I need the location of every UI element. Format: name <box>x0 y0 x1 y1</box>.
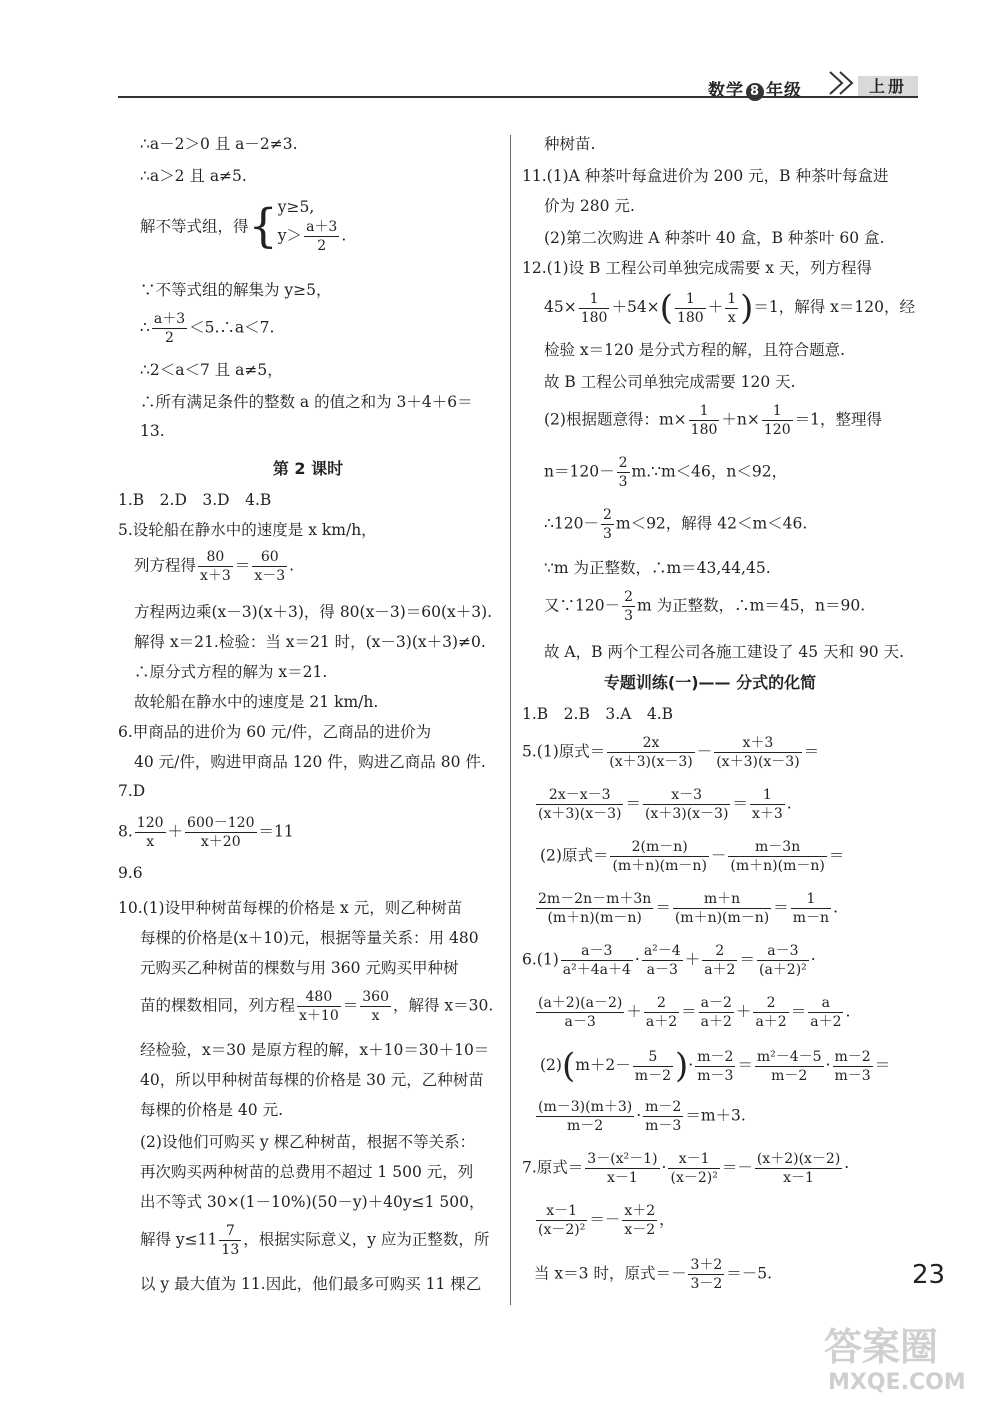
fraction <box>688 1256 724 1293</box>
watermark-logo: 答案圈 <box>824 1325 939 1369</box>
fraction <box>808 994 843 1031</box>
denominator: 180 <box>580 309 608 326</box>
left-paren: ( <box>561 1046 576 1086</box>
numerator: x＋3 <box>714 734 801 753</box>
fraction <box>579 290 610 327</box>
text: ＝－5. <box>726 1264 773 1283</box>
denominator: x＋20 <box>200 834 241 850</box>
q12-line-3: 检验 x＝120 是分式方程的解，且符合题意. <box>544 341 846 359</box>
denominator: a＋2 <box>810 1014 842 1030</box>
text: ＝ <box>655 898 671 917</box>
q10-line-1: 10.(1)设甲种树苗每棵的价格是 x 元，则乙种树苗 <box>118 899 463 917</box>
denominator: (m＋n)(m－n) <box>612 858 707 874</box>
q11-line-2: 价为 280 元. <box>544 197 635 215</box>
fraction <box>791 890 831 927</box>
denominator: m－n <box>792 910 830 926</box>
q12-line-5 <box>544 402 882 439</box>
denominator: 3 <box>602 526 612 542</box>
text: ＝1，解得 x＝120，经 <box>753 298 915 316</box>
numerator: 80 <box>198 548 233 567</box>
numerator: 2x <box>607 734 694 753</box>
q10-line-9: 再次购买两种树苗的总费用不超过 1 500 元，列 <box>140 1163 474 1181</box>
q5-equation <box>134 548 294 585</box>
denominator: a＋2 <box>755 1014 787 1030</box>
fraction <box>622 588 635 625</box>
q12-line-8: ∵m 为正整数，∴m＝43,44,45. <box>544 559 771 577</box>
q11-line-1: 11.(1)A 种茶叶每盒进价为 200 元，B 种茶叶每盒进 <box>522 167 889 185</box>
fraction <box>152 310 187 347</box>
left-line-4: ∵不等式组的解集为 y≥5， <box>140 281 332 299</box>
fraction <box>755 1150 842 1187</box>
text: m 为正整数，∴m＝45，n＝90. <box>637 596 866 615</box>
text: · <box>844 1158 850 1177</box>
fraction <box>219 1222 241 1259</box>
text: . <box>786 794 792 813</box>
denominator: (m＋n)(m－n) <box>674 910 770 926</box>
text: 列方程得 <box>134 556 197 575</box>
numerator: 5 <box>633 1048 673 1067</box>
text: n＝120－ <box>544 462 615 481</box>
text: ＝ <box>342 996 359 1015</box>
text: ，解得 x＝30. <box>392 996 494 1015</box>
text: ＋ <box>735 1002 752 1021</box>
left-line-2: ∴a＞2 且 a≠5. <box>140 167 247 185</box>
numerator: m－2 <box>697 1048 734 1065</box>
t7-line-2 <box>534 1202 675 1239</box>
text: ＝ <box>874 1056 891 1074</box>
text: 5.(1)原式＝ <box>522 742 606 761</box>
denominator: m－3 <box>697 1067 734 1084</box>
denominator: 180 <box>690 422 718 438</box>
left-line-6: ∴2＜a＜7 且 a≠5， <box>140 361 283 379</box>
left-line-5 <box>140 310 274 347</box>
t6-line-3 <box>540 1046 890 1086</box>
denominator: m－3 <box>834 1067 871 1084</box>
numerator: m－2 <box>645 1099 682 1115</box>
numerator: 2 <box>602 507 612 523</box>
numerator: 2 <box>753 994 788 1013</box>
fraction <box>622 1202 657 1239</box>
fraction <box>725 290 738 327</box>
volume-label: 上册 <box>858 76 918 98</box>
numerator: m－2 <box>834 1048 871 1065</box>
text: 解得 y≤11 <box>140 1230 218 1249</box>
q10-line-12: 以 y 最大值为 11.因此，他们最多可购买 11 棵乙 <box>140 1275 482 1293</box>
brace-glyph: { <box>248 198 278 253</box>
fraction <box>252 548 287 585</box>
fraction <box>644 994 679 1031</box>
numerator: x＋2 <box>624 1203 656 1219</box>
text: 苗的棵数相同，列方程 <box>140 996 296 1015</box>
q12-line-9 <box>544 588 865 625</box>
text: ∴ <box>140 318 150 337</box>
denominator: 13 <box>221 1242 240 1258</box>
q5-line-4: 解得 x＝21.检验：当 x＝21 时，(x－3)(x＋3)≠0. <box>134 633 486 651</box>
t5-line-2 <box>534 786 792 823</box>
section-heading-lesson-2: 第 2 课时 <box>272 459 344 478</box>
text: ＋n× <box>721 410 760 429</box>
denominator: x <box>727 309 736 326</box>
fraction <box>689 402 720 439</box>
denominator: 2 <box>317 238 327 254</box>
denominator: x－1 <box>783 1170 814 1186</box>
text: ＝ <box>737 1056 753 1074</box>
text: (2)根据题意得：m× <box>544 410 687 429</box>
denominator: (x＋3)(x－3) <box>609 754 693 770</box>
numerator: 1 <box>791 890 831 909</box>
numerator: m²－4－5 <box>756 1048 822 1065</box>
denominator: a＋2 <box>700 1014 732 1030</box>
text: ＝ <box>803 742 820 761</box>
fraction <box>642 942 683 979</box>
q5-line-3: 方程两边乘(x－3)(x＋3)，得 80(x－3)＝60(x＋3). <box>134 603 493 621</box>
text: ＝11 <box>258 822 294 841</box>
fraction <box>135 814 166 851</box>
denominator: a²＋4a＋4 <box>562 962 631 978</box>
q12-line-7 <box>544 506 807 543</box>
t5-line-4 <box>534 890 838 927</box>
text: y＞ <box>277 226 303 245</box>
q5-line-6: 故轮船在静水中的速度是 21 km/h. <box>134 693 379 711</box>
numerator: a＋3 <box>153 311 186 327</box>
fraction <box>714 734 801 771</box>
denominator: (a＋2)² <box>758 962 807 978</box>
numerator: a－3 <box>757 942 809 961</box>
fraction <box>610 838 708 875</box>
text: 8. <box>118 822 133 841</box>
text: m＋2－ <box>575 1056 631 1074</box>
text: ＋ <box>707 298 724 316</box>
fraction <box>643 786 730 823</box>
text: 45× <box>544 298 577 316</box>
text: · <box>688 1056 694 1074</box>
numerator: 1 <box>689 402 720 421</box>
numerator: x－3 <box>643 786 730 805</box>
numerator: 7 <box>219 1222 241 1241</box>
denominator: (x－2)² <box>670 1170 718 1186</box>
text: . <box>341 226 347 245</box>
fraction <box>536 890 653 927</box>
denominator: m－2 <box>771 1067 808 1084</box>
denominator: 3－2 <box>690 1276 723 1292</box>
t7-line-1 <box>522 1150 849 1187</box>
q10-line-11 <box>140 1222 489 1259</box>
denominator: 2 <box>165 330 174 346</box>
denominator: 3 <box>624 608 634 624</box>
q6-line-2: 40 元/件，购进甲商品 120 件，购进乙商品 80 件. <box>134 753 486 771</box>
numerator: 3－(x²－1) <box>587 1151 658 1167</box>
numerator: 360 <box>362 989 389 1005</box>
denominator: 3 <box>618 474 628 490</box>
numerator: a <box>808 994 843 1013</box>
denominator: m－3 <box>645 1118 682 1134</box>
q6-line-1: 6.甲商品的进价为 60 元/件，乙商品的进价为 <box>118 723 432 741</box>
q10-line-7: 每棵的价格是 40 元. <box>140 1101 284 1119</box>
numerator: a²－4 <box>643 943 681 959</box>
numerator: a－3 <box>561 942 633 961</box>
numerator: 2 <box>624 589 634 605</box>
fraction <box>699 994 734 1031</box>
text: · <box>825 1056 831 1074</box>
denominator: a＋2 <box>645 1014 678 1030</box>
denominator: m－2 <box>634 1067 671 1084</box>
numerator: 2m－2n－m＋3n <box>538 891 652 907</box>
fraction <box>561 942 633 979</box>
fraction <box>198 548 233 585</box>
numerator: 3＋2 <box>690 1257 723 1273</box>
double-chevron-icon <box>826 68 862 98</box>
subject-label: 数学 <box>708 81 744 101</box>
fraction <box>633 1048 673 1085</box>
text: . <box>833 898 839 917</box>
text: ∴120－ <box>544 514 599 533</box>
inequality-system-line <box>140 196 346 255</box>
fraction <box>702 942 737 979</box>
numerator: m＋n <box>673 890 771 909</box>
numerator: m－3n <box>728 838 826 857</box>
fraction <box>297 988 341 1025</box>
denominator: x－1 <box>607 1170 638 1186</box>
text: ＝－ <box>721 1158 753 1177</box>
numerator: 2 <box>644 994 679 1013</box>
numerator: x－1 <box>668 1150 719 1169</box>
page-number: 23 <box>912 1260 946 1290</box>
numerator: 2 <box>618 455 628 471</box>
text: ＝ <box>773 898 789 917</box>
fraction <box>668 1150 719 1187</box>
text: ＋ <box>167 822 184 841</box>
fraction <box>757 942 809 979</box>
denominator: (x＋3)(x－3) <box>716 754 800 770</box>
numerator: 2 <box>702 942 737 961</box>
text: ，根据实际意义，y 应为正整数，所 <box>243 1230 490 1249</box>
q12-line-10: 故 A，B 两个工程公司各施工建设了 45 天和 90 天. <box>544 643 905 661</box>
grade-number-badge: 8 <box>746 83 764 101</box>
text: ＝ <box>681 1002 697 1021</box>
fraction <box>728 838 826 875</box>
q8-answer <box>118 814 294 851</box>
text: ＝ <box>739 950 755 969</box>
text: ＋ <box>626 1002 642 1021</box>
text: ＝ <box>828 846 845 865</box>
denominator: x＋3 <box>200 568 231 584</box>
q10-line-3: 元购买乙种树苗的棵数与用 360 元购买甲种树 <box>140 959 459 977</box>
text: m.∵m＜46，n＜92， <box>631 462 788 481</box>
numerator: (m－3)(m＋3) <box>538 1099 633 1115</box>
fraction <box>360 988 391 1025</box>
text: 6.(1) <box>522 950 559 969</box>
q7-answer: 7.D <box>118 782 146 800</box>
q9-answer: 9.6 <box>118 864 143 882</box>
left-paren: ( <box>659 288 673 328</box>
denominator: 180 <box>676 309 704 326</box>
numerator: a－2 <box>700 995 732 1011</box>
system-body <box>278 196 346 255</box>
numerator: 600－120 <box>187 815 255 831</box>
text: . <box>289 556 295 575</box>
fraction <box>536 786 623 823</box>
fraction <box>755 1048 824 1085</box>
fraction <box>304 218 339 255</box>
numerator: 1 <box>750 786 785 805</box>
right-line-1: 种树苗. <box>544 135 596 153</box>
text: ， <box>659 1210 675 1229</box>
q10-line-5: 经检验，x＝30 是原方程的解，x＋10＝30＋10＝ <box>140 1041 490 1059</box>
denominator: 120 <box>763 422 791 438</box>
denominator: (m＋n)(m－n) <box>730 858 825 874</box>
q10-line-8: (2)设他们可购买 y 棵乙种树苗，根据不等关系： <box>140 1133 476 1151</box>
numerator: 480 <box>297 988 341 1007</box>
right-paren: ) <box>674 1046 689 1086</box>
column-divider <box>510 135 511 1305</box>
fraction <box>833 1048 873 1085</box>
t6-line-1 <box>522 942 816 979</box>
text: 7.原式＝ <box>522 1158 584 1177</box>
denominator: a－3 <box>564 1014 596 1030</box>
q5-line-5: ∴原分式方程的解为 x＝21. <box>134 663 328 681</box>
denominator: (x＋3)(x－3) <box>644 806 729 822</box>
q11-line-3: (2)第二次购进 A 种茶叶 40 盒，B 种茶叶 60 盒. <box>544 229 885 247</box>
t5-line-1 <box>522 734 819 771</box>
left-line-7: ∴所有满足条件的整数 a 的值之和为 3＋4＋6＝ <box>140 393 473 411</box>
text: － <box>696 742 713 761</box>
denominator: x＋10 <box>299 1008 339 1024</box>
q10-line-2: 每棵的价格是(x＋10)元，根据等量关系：用 480 <box>140 929 479 947</box>
fraction <box>536 1202 587 1239</box>
fraction <box>185 814 256 851</box>
text: (2)原式＝ <box>540 846 609 865</box>
text: ＝m＋3. <box>685 1106 746 1125</box>
numerator: 60 <box>252 548 287 567</box>
denominator: x－2 <box>624 1222 656 1238</box>
system-eq-1: y≥5, <box>277 198 315 216</box>
text: 当 x＝3 时，原式＝－ <box>534 1264 687 1283</box>
text: ＋54× <box>611 298 660 316</box>
denominator: (m＋n)(m－n) <box>547 910 642 926</box>
text: ＝ <box>732 794 748 813</box>
text: ＝ <box>234 556 251 575</box>
fraction <box>643 1098 683 1135</box>
numerator: 2(m－n) <box>610 838 708 857</box>
header-rule <box>118 96 918 98</box>
q10-equation <box>140 988 493 1025</box>
q12-line-1: 12.(1)设 B 工程公司单独完成需要 x 天，列方程得 <box>522 259 872 277</box>
section-heading-topic-1: 专题训练(一)—— 分式的化简 <box>603 673 817 692</box>
numerator: 2x－x－3 <box>536 786 623 805</box>
fraction <box>607 734 694 771</box>
text: · <box>636 1106 642 1125</box>
numerator: 120 <box>136 815 164 831</box>
q12-line-6 <box>544 454 787 491</box>
left-line-8: 13. <box>140 422 165 440</box>
t6-line-4 <box>534 1098 746 1135</box>
text: · <box>661 1158 667 1177</box>
watermark-url: MXQE.COM <box>828 1370 966 1395</box>
denominator: (x－2)² <box>538 1222 586 1238</box>
text: . <box>845 1002 851 1021</box>
answers-1-4: 1.B 2.D 3.D 4.B <box>118 491 272 509</box>
text: · <box>810 950 816 969</box>
denominator: x <box>371 1008 380 1024</box>
fraction <box>585 1150 659 1187</box>
numerator: 1 <box>762 402 793 421</box>
denominator: a＋2 <box>704 962 736 978</box>
text: m＜92，解得 42＜m＜46. <box>615 514 808 533</box>
text: 又∵120－ <box>544 596 621 615</box>
text: ＝1，整理得 <box>794 410 882 429</box>
denominator: a－3 <box>646 962 678 978</box>
text: · <box>634 950 640 969</box>
fraction <box>762 402 793 439</box>
fraction <box>601 506 614 543</box>
t6-line-2 <box>534 994 850 1031</box>
fraction <box>695 1048 735 1085</box>
denominator: x－3 <box>254 568 286 584</box>
t7-line-3 <box>534 1256 772 1293</box>
fraction <box>673 890 771 927</box>
left-line-1: ∴a－2＞0 且 a－2≠3. <box>140 135 298 153</box>
fraction <box>536 1098 634 1135</box>
q5-line-1: 5.设轮船在静水中的速度是 x km/h， <box>118 521 377 539</box>
text: 解不等式组，得 <box>140 217 249 236</box>
t5-line-3 <box>540 838 844 875</box>
grade-suffix-label: 年级 <box>766 81 802 101</box>
numerator: x－1 <box>536 1202 587 1221</box>
text: ＝－ <box>589 1210 621 1229</box>
fraction <box>753 994 788 1031</box>
right-paren: ) <box>740 288 754 328</box>
numerator: 1 <box>579 290 610 309</box>
numerator: (x＋2)(x－2) <box>756 1151 841 1167</box>
fraction <box>750 786 785 823</box>
system-eq-2 <box>278 218 346 255</box>
text: ＝ <box>790 1002 807 1021</box>
numerator: 1 <box>727 290 737 307</box>
fraction <box>536 994 624 1031</box>
text: － <box>710 846 727 865</box>
text: ＜5.∴a＜7. <box>189 318 275 337</box>
fraction <box>617 454 630 491</box>
fraction <box>675 290 706 327</box>
text: ＋ <box>684 950 701 969</box>
numerator: a＋3 <box>306 219 338 235</box>
q10-line-6: 40，所以甲种树苗每棵的价格是 30 元，乙种树苗 <box>140 1071 484 1089</box>
text: (2) <box>540 1056 562 1074</box>
q12-line-4: 故 B 工程公司单独完成需要 120 天. <box>544 373 796 391</box>
q12-equation <box>544 288 915 328</box>
q10-line-10: 出不等式 30×(1－10%)(50－y)＋40y≤1 500， <box>140 1193 485 1211</box>
denominator: m－2 <box>567 1118 604 1134</box>
numerator: 1 <box>675 290 706 309</box>
denominator: x＋3 <box>751 806 783 822</box>
denominator: (x＋3)(x－3) <box>538 806 622 822</box>
denominator: x <box>146 834 155 850</box>
text: ＝ <box>625 794 641 813</box>
numerator: (a＋2)(a－2) <box>538 995 623 1011</box>
topic-answers-1-4: 1.B 2.B 3.A 4.B <box>522 705 674 723</box>
